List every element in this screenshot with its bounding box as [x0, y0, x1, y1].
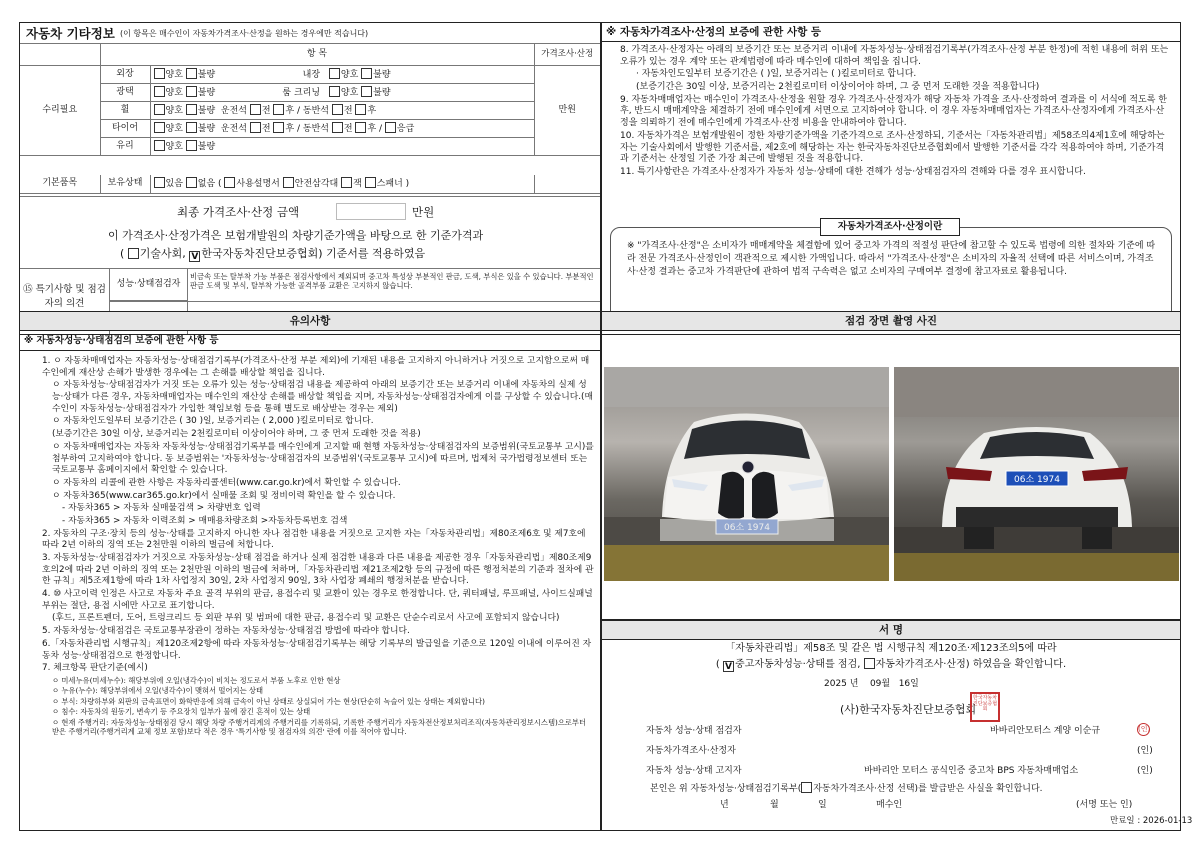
- checkbox[interactable]: [273, 122, 284, 133]
- item-9: 9. 자동차매매업자는 매수인이 가격조사·산정을 원할 경우 가격조사·산정자가 해당 자동차 가격을 조사·산정하여 결과를 이 서식에 적도록 한 후, 반드시 매매계약을 체결하기 전에 매수인에게 서면으로 고지하여야 합니다. 이 경우 자동차매매업자는 가격조사·산정자에게 가격조사·산정을 의뢰하기 전에 매수인에게 가격조사·산정 비용을 안내하여야 합니다.: [620, 94, 1167, 129]
- pricer-seal-mark: (인): [1137, 746, 1153, 756]
- item-11: 11. 특기사항란은 가격조사·산정자가 자동차 성능·상태에 대한 견해가 성능·상태점검자의 견해와 다를 경우 표시합니다.: [620, 166, 1086, 177]
- checkbox-checked[interactable]: [723, 661, 734, 672]
- car-rear-image: [894, 367, 1179, 581]
- etc-title: 자동차 기타정보: [26, 26, 115, 41]
- item-8b: · 자동차인도일부터 보증기간은 ( )일, 보증거리는 ( )킬로미터로 합니다.: [636, 69, 917, 80]
- row-tire-options: 양호 불량 운전석 전 후 / 동반석 전 후 / 응급: [150, 120, 534, 138]
- caution-1d: (보증기간은 30일 이상, 보증거리는 2천킬로미터 이상이어야 하며, 그 중 먼저 도래한 것을 적용): [52, 429, 421, 440]
- final-price-input[interactable]: [336, 203, 406, 220]
- caution-1a: 1. ㅇ 자동차매매업자는 자동차성능·상태점검기록부(가격조사·산정 부분 제외)에 기재된 내용을 고지하지 아니하거나 거짓으로 고지함으로써 매수인에게 재산상 손해가 발생한 경우에는 그 손해를 배상할 책임을 집니다.: [42, 356, 590, 378]
- notifier-row-value: 바바리안 모터스 공식인증 중고차 BPS 자동차매매업소: [864, 766, 1079, 776]
- col-price: 가격조사·산정: [534, 44, 600, 66]
- warranty-list: [620, 45, 1172, 180]
- caution-1b: ㅇ 자동차성능·상태점검자가 거짓 또는 오류가 있는 성능·상태점검 내용을 제공하여 아래의 보증기간 또는 보증거리 이내에 자동차의 실제 성능·상태가 다른 경우, 자동차매매업자는 매수인의 재산상 손해를 배상할 책임을 지며, 자동차성능·상태점검자에게 이를 구상할 수 있습니다.(매수인이 자동차성능·상태점검자가 가입한 책임보험 등을 통해 별도로 배상받는 경우는 제외): [52, 380, 593, 414]
- checkbox[interactable]: [355, 122, 366, 133]
- inspector-seal: (인): [1137, 723, 1150, 736]
- special-label: ⑮ 특기사항 및 점검자의 의견: [20, 269, 110, 334]
- checkbox[interactable]: [365, 177, 376, 188]
- checkbox[interactable]: [332, 104, 343, 115]
- row-own: 보유상태: [100, 175, 150, 193]
- caution-6: 6.「자동차관리법 시행규칙」제120조제2항에 따라 자동차성능·상태점검기록부는 해당 기록부의 발급일을 기준으로 120일 이내에 이루어진 자동차 성능·상태점검으로 한정합니다.: [42, 638, 592, 661]
- caution-7c: ㅇ 부식: 차량하부와 외판의 금속표면이 화학반응에 의해 금속이 아닌 상태로 상실되어 가는 현상(단순히 녹슬어 있는 상태는 제외합니다): [52, 696, 485, 706]
- photo-section: [601, 311, 1181, 620]
- row-own-options: 있음 없음 ( 사용설명서 안전삼각대 잭 스패너 ): [150, 175, 534, 193]
- checkbox[interactable]: [361, 68, 372, 79]
- checkbox[interactable]: [154, 68, 165, 79]
- notifier-seal-mark: (인): [1137, 766, 1153, 776]
- box-text: ※ "가격조사·산정"은 소비자가 매매계약을 체결함에 있어 중고차 가격의 적절성 판단에 참고할 수 있도록 법령에 의한 절차와 기준에 따라 전문 가격조사·산정인이 객관적으로 제시한 가액입니다. 따라서 "가격조사·산정"은 소비자의 자율적 선택에 따른 서비스이며, 가격조사·산정 결과는 중고차 가격판단에 관하여 법적 구속력은 없고 소비자의 구매여부 결정에 참고자료로 활용됩니다.: [610, 227, 1172, 321]
- caution-2: 2. 자동차의 구조·장치 등의 성능·상태를 고지하지 아니한 자나 점검한 내용을 거짓으로 고지한 자는「자동차관리법」제80조제6호 및 제7호에 따라 2년 이하의 징역 또는 2천만원 이하의 벌금에 처합니다.: [42, 528, 586, 551]
- checkbox[interactable]: [154, 104, 165, 115]
- row-tire: 타이어: [100, 120, 150, 138]
- checkbox[interactable]: [864, 658, 875, 669]
- sign-date: 2025 년 09월 16일: [824, 679, 919, 689]
- etc-info-section: [19, 22, 601, 335]
- checkbox[interactable]: [186, 177, 197, 188]
- receipt-text: 본인은 위 자동차성능·상태점검기록부( 자동차가격조사·산정 선택)를 발급받은 사실을 확인합니다.: [650, 784, 1043, 794]
- pricer-row-label: 자동차가격조사·산정자: [646, 746, 736, 756]
- box-title: 자동차가격조사·산정이란: [820, 218, 960, 236]
- price-unit: 만원: [534, 66, 600, 156]
- basis-options: ( 기술사회, V 한국자동차진단보증협회) 기준서를 적용하였음: [120, 247, 425, 262]
- row-glass-options: 양호 불량: [150, 138, 534, 156]
- checkbox[interactable]: [385, 122, 396, 133]
- caution-7e: ㅇ 현재 주행거리: 자동차성능·상태점검 당시 해당 차량 주행거리계의 주행거리를 기록하되, 기록한 주행거리가 자동차전산정보처리조직(자동차관리정보시스템)으로부터 받은 주행거리(주행거리계 교체 정보 포함)보다 적은 경우 '특기사항 및 점검자의 의견' 란에 이를 적어야 합니다.: [52, 717, 587, 737]
- checkbox[interactable]: [329, 68, 340, 79]
- receipt-year: 년: [720, 800, 729, 810]
- photo-front: [604, 367, 889, 581]
- checkbox[interactable]: [154, 86, 165, 97]
- inspector-opinion: 비금속 또는 탈부착 가능 부품은 점검사항에서 제외되며 중고차 특성상 부분적인 판금, 도색, 부식은 있을 수 있습니다. 부분적인 판금 도색 및 부식, 탈부착 가능한 골격부품 교환은 고지하지 않습니다.: [190, 272, 594, 291]
- etc-note: (이 항목은 매수인이 자동차가격조사·산정을 원하는 경우에만 적습니다): [120, 29, 369, 38]
- checkbox[interactable]: [283, 177, 294, 188]
- checkbox[interactable]: [154, 122, 165, 133]
- row-gloss-options: 양호 불량 룸 크리닝 양호 불량: [150, 84, 534, 102]
- row-wheel-options: 양호 불량 운전석 전 후 / 동반석 전 후: [150, 102, 534, 120]
- checkbox[interactable]: [186, 104, 197, 115]
- caution-list: [42, 356, 594, 738]
- checkbox[interactable]: [186, 86, 197, 97]
- checkbox[interactable]: [154, 177, 165, 188]
- etc-basic-table: [20, 175, 600, 194]
- checkbox[interactable]: [332, 122, 343, 133]
- checkbox[interactable]: [154, 140, 165, 151]
- checkbox[interactable]: [361, 86, 372, 97]
- etc-table: [20, 43, 600, 156]
- caution-heading: 유의사항: [20, 311, 600, 331]
- row-exterior: 외장: [100, 66, 150, 84]
- checkbox[interactable]: [186, 122, 197, 133]
- final-price-area: [20, 196, 600, 269]
- caution-4b: (후드, 프론트펜더, 도어, 트렁크리드 등 외판 부위 및 범퍼에 대한 판금, 용접수리 및 교환은 단순수리로서 사고에 포함되지 않습니다): [52, 613, 560, 624]
- caution-1e: ㅇ 자동차매매업자는 자동차 자동차성능·상태점검기록부를 매수인에게 고지할 때 현행 자동차성능·상태점검자의 보증범위(국토교통부 고시)를 첨부하여 고지하여야 합니다. 동 보증범위는 '자동차성능·상태점검자의 보증범위'(국토교통부 고시)에 따르며, 법제처 국가법령정보센터 또는 국토교통부 홈페이지에서 확인할 수 있습니다.: [52, 441, 594, 476]
- row-glass: 유리: [100, 138, 150, 156]
- buyer-label: 매수인: [876, 800, 903, 810]
- org-seal: 한국자동차진단보증협회: [970, 692, 1000, 722]
- checkbox[interactable]: [250, 104, 261, 115]
- checkbox[interactable]: [355, 104, 366, 115]
- checkbox[interactable]: [273, 104, 284, 115]
- checkbox[interactable]: [224, 177, 235, 188]
- checkbox[interactable]: [329, 86, 340, 97]
- row-exterior-options: 양호 불량 내장 양호 불량: [150, 66, 534, 84]
- receipt-month: 월: [770, 800, 779, 810]
- sign-heading: 서 명: [602, 620, 1180, 640]
- caution-5: 5. 자동차성능·상태점검은 국토교통부장관이 정하는 자동차성능·상태점검 방법에 따라야 합니다.: [42, 626, 410, 637]
- price-warranty-section: [601, 22, 1181, 335]
- caution-7: 7. 체크항목 판단기준(예시): [42, 663, 148, 674]
- caution-7a: ㅇ 미세누유(미세누수): 해당부위에 오일(냉각수)이 비치는 정도로서 부품 노후로 인한 현상: [52, 675, 341, 685]
- inspector-label: 성능·상태점검자: [110, 269, 188, 301]
- checkbox-checked[interactable]: [189, 251, 200, 262]
- checkbox[interactable]: [186, 140, 197, 151]
- checkbox[interactable]: [341, 177, 352, 188]
- sign-law: 「자동차관리법」제58조 및 같은 법 시행규칙 제120조·제123조의5에 따라: [725, 643, 1057, 654]
- caution-4: 4. ⑩ 사고이력 인정은 사고로 자동차 주요 골격 부위의 판금, 용접수리 및 교환이 있는 경우로 한정합니다. 단, 쿼터패널, 루프패널, 사이드실패널 부위는 절단, 용접 시에만 사고로 표기합니다.: [42, 589, 593, 611]
- warranty-heading: ※ 자동차가격조사·산정의 보증에 관한 사항 등: [606, 26, 822, 38]
- checkbox[interactable]: [186, 68, 197, 79]
- sign-org: (사)한국자동차진단보증협회: [840, 703, 977, 716]
- photo-heading: 점검 장면 촬영 사진: [602, 311, 1180, 331]
- caution-1c: ㅇ 자동차인도일부터 보증기간은 ( 30 )일, 보증거리는 ( 2,000 )킬로미터로 합니다.: [52, 416, 374, 427]
- row-gloss: 광택: [100, 84, 150, 102]
- car-front-image: [604, 367, 889, 581]
- group-repair: 수리필요: [20, 66, 100, 156]
- caution-1i: - 자동차365 > 자동차 이력조회 > 매매용차량조회 >자동차등록번호 검색: [62, 515, 348, 526]
- checkbox[interactable]: [128, 248, 139, 259]
- caution-7d: ㅇ 침수: 자동차의 원동기, 변속기 등 주요장치 일부가 물에 잠긴 흔적이 있는 상태: [52, 707, 311, 717]
- item-8c: (보증기간은 30일 이상, 보증거리는 2천킬로미터 이상이어야 하며, 그 중 먼저 도래한 것을 적용합니다): [636, 82, 1040, 93]
- item-8: 8. 가격조사·산정자는 아래의 보증기간 또는 보증거리 이내에 자동차성능·상태점검기록부(가격조사·산정 부분 한정)에 적힌 내용에 허위 또는 오류가 있는 경우 계약 또는 관계법령에 따라 매수인에 대하여 책임을 집니다.: [620, 45, 1169, 67]
- caution-3: 3. 자동차성능·상태점검자가 거짓으로 자동차성능·상태 점검을 하거나 실제 점검한 내용과 다른 내용을 제공한 경우「자동차관리법」제80조제9호의2에 따라 2년 이하의 징역 또는 2천만원 이하의 벌금에 처하며,「자동차관리법 제21조제2항 등의 규정에 따른 행정처분의 기준과 절차에 관한 규칙」제5조제1항에 따라 1차 사업정지 30일, 2차 사업정지 90일, 3차 사업장 폐쇄의 행정처분을 받습니다.: [42, 553, 594, 587]
- caution-sub: ※ 자동차성능·상태점검의 보증에 관한 사항 등: [24, 335, 219, 346]
- group-basic: 기본품목: [20, 175, 100, 193]
- col-item: 항 목: [100, 44, 534, 66]
- receipt-day: 일: [818, 800, 827, 810]
- caution-1f: ㅇ 자동차의 리콜에 관한 사항은 자동차리콜센터(www.car.go.kr)에서 확인할 수 있습니다.: [52, 477, 401, 488]
- row-wheel: 휠: [100, 102, 150, 120]
- caution-7b: ㅇ 누유(누수): 해당부위에서 오일(냉각수)이 맺혀서 떨어지는 상태: [52, 686, 264, 696]
- final-price-unit: 만원: [412, 205, 435, 219]
- checkbox[interactable]: [801, 782, 812, 793]
- item-10: 10. 자동차가격은 보험개발원이 정한 차량기준가액을 기준가격으로 조사·산정하되, 기준서는「자동차관리법」제58조의4제1호에 해당하는 자는 기술사회에서 발행한 기준서를, 제2호에 해당하는 자는 한국자동차진단보증협회에서 발행한 기준서를 각각 적용하여야 하며, 기준가격과 기준서는 산정일 기준 가장 최근에 발행된 것을 적용합니다.: [620, 130, 1165, 165]
- photo-rear: [894, 367, 1179, 581]
- caution-section: [19, 311, 601, 831]
- expiry-date: 만료일 : 2026-01-13: [1110, 816, 1193, 826]
- basis-text: 이 가격조사·산정가격은 보험개발원의 차량기준가액을 바탕으로 한 기준가격과: [108, 229, 484, 242]
- inspector-row-value: 바바리안모터스 계양 이순규: [990, 726, 1101, 736]
- buyer-sign: (서명 또는 인): [1076, 800, 1133, 810]
- notifier-row-label: 자동차 성능·상태 고지자: [646, 766, 742, 776]
- caution-1h: - 자동차365 > 자동차 실매물검색 > 차량번호 입력: [62, 503, 261, 514]
- final-price-label: 최종 가격조사·산정 금액: [177, 205, 300, 219]
- sign-check: ( V중고자동차성능·상태를 점검, 자동차가격조사·산정) 하였음을 확인합니다.: [602, 658, 1180, 672]
- plate-rear: 06소 1974: [1014, 475, 1060, 485]
- inspector-row-label: 자동차 성능·상태 점검자: [646, 726, 742, 736]
- sign-section: [601, 620, 1181, 831]
- caution-1g: ㅇ 자동차365(www.car365.go.kr)에서 실매물 조회 및 정비이력 확인을 할 수 있습니다.: [52, 490, 396, 501]
- checkbox[interactable]: [250, 122, 261, 133]
